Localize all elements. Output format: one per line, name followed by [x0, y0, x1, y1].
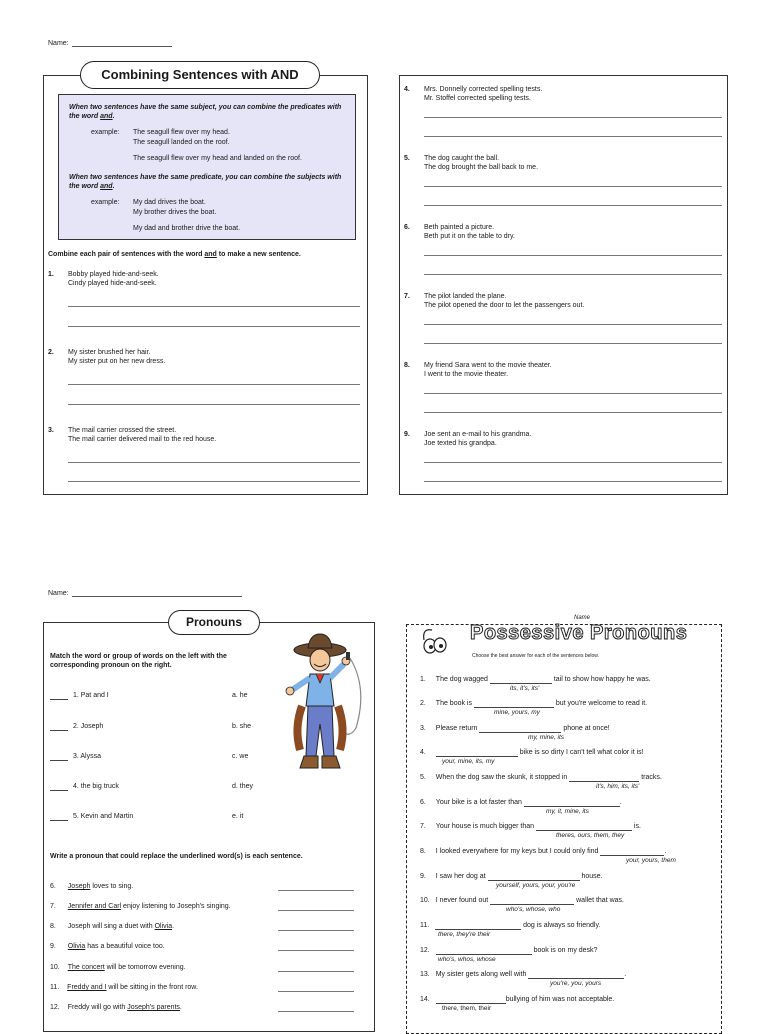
answer-line[interactable] [424, 255, 722, 256]
write-row: 6. Joseph loves to sing. [50, 883, 134, 890]
rule2-example-2: My brother drives the boat. [133, 209, 217, 216]
list-item: 8. I looked everywhere for my keys but I could only find . your, yours, them [420, 848, 676, 864]
list-item: 5. When the dog saw the skunk, it stopped in tracks. it's, him, its, its' [420, 774, 662, 790]
answer-line[interactable] [278, 910, 354, 911]
answer-line[interactable] [278, 971, 354, 972]
rule2-text: When two sentences have the same predicate, you can combine the subjects with the word and. [69, 174, 342, 190]
answer-line[interactable] [424, 324, 722, 325]
list-item: 10. I never found out wallet that was. who's, whose, who [420, 897, 624, 913]
write-row: 10. The concert will be tomorrow evening. [50, 964, 186, 971]
page-title-combining: Combining Sentences with AND [80, 61, 320, 89]
possessive-subtitle: Choose the best answer for each of the sentences below. [472, 653, 600, 659]
name-label: Name: [48, 590, 69, 597]
write-instruction: Write a pronoun that could replace the underlined word(s) is each sentence. [50, 853, 303, 860]
match-row[interactable]: 1. Pat and I a. he [50, 691, 280, 700]
answer-line[interactable] [68, 481, 360, 482]
answer-line[interactable] [278, 1011, 354, 1012]
list-item: 8. My friend Sara went to the movie theater. I went to the movie theater. [404, 362, 552, 378]
match-instruction: Match the word or group of words on the left with the corresponding pronoun on the right. [50, 653, 227, 669]
rule1-example-1: The seagull flew over my head. [133, 129, 230, 136]
answer-line[interactable] [278, 930, 354, 931]
list-item: 4. bike is so dirty I can't tell what color it is! your, mine, its, my [420, 749, 644, 765]
answer-line[interactable] [424, 186, 722, 187]
example-label-1: example: [91, 129, 120, 136]
answer-line[interactable] [424, 393, 722, 394]
write-row: 8. Joseph will sing a duet with Olivia. [50, 923, 175, 930]
answer-line[interactable] [424, 343, 722, 344]
list-item: 12. book is on my desk? who's, whos, whose [420, 947, 598, 963]
list-item: 1. The dog wagged tail to show how happy he was. its, it's, its' [420, 676, 651, 692]
page-title-pronouns: Pronouns [168, 610, 260, 635]
write-row: 7. Jennifer and Carl enjoy listening to Joseph's singing. [50, 903, 231, 910]
list-item: 6. Your bike is a lot faster than . my, it, mine, its [420, 799, 622, 815]
rule1-text: When two sentences have the same subject, you can combine the predicates with the word and. [69, 104, 342, 120]
list-item: 14. bullying of him was not acceptable. there, them, their [420, 996, 615, 1012]
combine-instruction: Combine each pair of sentences with the word and to make a new sentence. [48, 251, 301, 258]
rules-box [58, 94, 356, 240]
list-item: 1. Bobby played hide-and-seek. Cindy played hide-and-seek. [48, 271, 159, 287]
answer-line[interactable] [68, 462, 360, 463]
write-row: 9. Olivia has a beautiful voice too. [50, 943, 165, 950]
answer-line[interactable] [424, 462, 722, 463]
rule1-example-2: The seagull landed on the roof. [133, 139, 230, 146]
answer-line[interactable] [68, 326, 360, 327]
name-field-top[interactable] [48, 40, 172, 47]
name-label: Name: [48, 40, 69, 47]
list-item: 2. My sister brushed her hair. My sister put on her new dress. [48, 349, 166, 365]
list-item: 3. Please return phone at once! my, mine, its [420, 725, 610, 741]
cowboy-illustration [280, 628, 370, 780]
match-row[interactable]: 2. Joseph b. she [50, 722, 280, 731]
list-item: 2. The book is but you're welcome to read it. mine, yours, my [420, 700, 648, 716]
page-title-possessive: Possessive Pronouns [470, 622, 688, 644]
list-item: 13. My sister gets along well with . you're, you, yours [420, 971, 627, 987]
write-row: 12. Freddy will go with Joseph's parents. [50, 1004, 182, 1011]
list-item: 3. The mail carrier crossed the street. The mail carrier delivered mail to the red house. [48, 427, 217, 443]
googly-eyes-icon [420, 626, 448, 660]
list-item: 9. I saw her dog at house. yourself, yours, your, you're [420, 873, 603, 889]
example-label-2: example: [91, 199, 120, 206]
answer-line[interactable] [278, 991, 354, 992]
answer-line[interactable] [424, 205, 722, 206]
list-item: 6. Beth painted a picture. Beth put it on the table to dry. [404, 224, 515, 240]
name-field-pronouns[interactable] [48, 590, 242, 597]
rule2-example-1: My dad drives the boat. [133, 199, 206, 206]
list-item: 4. Mrs. Donnelly corrected spelling tests. Mr. Stoffel corrected spelling tests. [404, 86, 543, 102]
list-item: 9. Joe sent an e-mail to his grandma. Joe texted his grandpa. [404, 431, 532, 447]
list-item: 7. The pilot landed the plane. The pilot opened the door to let the passengers out. [404, 293, 585, 309]
rule1-result: The seagull flew over my head and landed on the roof. [133, 155, 302, 162]
answer-line[interactable] [68, 306, 360, 307]
answer-line[interactable] [278, 950, 354, 951]
match-row[interactable]: 5. Kevin and Martin e. it [50, 812, 280, 821]
answer-line[interactable] [424, 481, 722, 482]
match-row[interactable]: 4. the big truck d. they [50, 782, 280, 791]
name-label-possessive: Name [574, 615, 591, 621]
answer-line[interactable] [68, 384, 360, 385]
answer-line[interactable] [424, 117, 722, 118]
answer-line[interactable] [68, 404, 360, 405]
answer-line[interactable] [424, 274, 722, 275]
match-row[interactable]: 3. Alyssa c. we [50, 752, 280, 761]
list-item: 7. Your house is much bigger than is. theres, ours, them, they [420, 823, 641, 839]
answer-line[interactable] [278, 890, 354, 891]
list-item: 11. dog is always so friendly. there, they're their [420, 922, 601, 938]
list-item: 5. The dog caught the ball. The dog brought the ball back to me. [404, 155, 539, 171]
rule2-result: My dad and brother drive the boat. [133, 225, 241, 232]
answer-line[interactable] [424, 136, 722, 137]
answer-line[interactable] [424, 412, 722, 413]
write-row: 11. Freddy and I will be sitting in the front row. [50, 984, 198, 991]
